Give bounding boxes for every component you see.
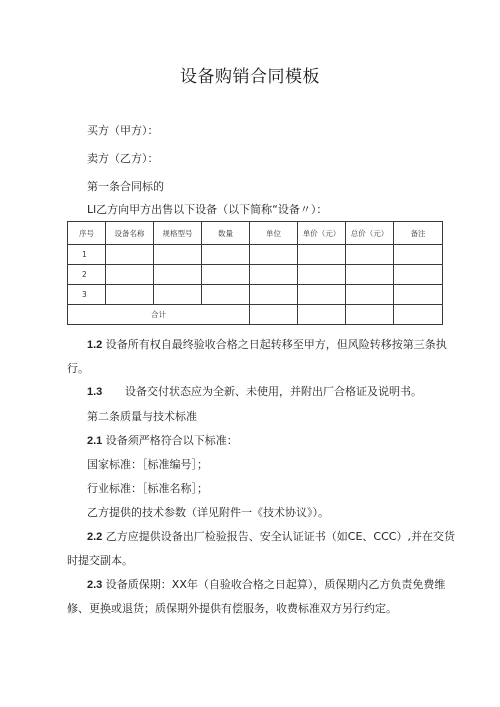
table-cell bbox=[298, 305, 346, 325]
article-1-heading: 第一条合同标的 bbox=[87, 180, 164, 193]
clause-number: 1.3 bbox=[87, 386, 103, 398]
table-header-row bbox=[68, 222, 443, 245]
equipment-table bbox=[67, 221, 443, 325]
clause-text: 设备交付状态应为全新、未使用，并附出厂合格证及说明书。 bbox=[125, 385, 422, 398]
clause-2-2 bbox=[87, 530, 455, 544]
clause-1-3 bbox=[87, 385, 422, 399]
clause-text: 设备质保期：XX年（自验收合格之日起算），质保期内乙方负责免费维 bbox=[105, 578, 446, 591]
table-cell: 3 bbox=[68, 285, 106, 305]
seller-line: 卖方（乙方）： bbox=[87, 152, 159, 165]
clause-text: 设备所有权自最终验收合格之日起转移至甲方，但风险转移按第三条执 bbox=[105, 338, 447, 351]
table-header-cell: 序号 bbox=[68, 222, 106, 245]
tech-params-line: 乙方提供的技术参数（详见附件一《技术协议》）。 bbox=[87, 506, 329, 519]
table-cell bbox=[250, 265, 298, 285]
table-cell bbox=[298, 245, 346, 265]
table-header-cell: 设备名称 bbox=[106, 222, 154, 245]
table-header-cell: 规格型号 bbox=[154, 222, 202, 245]
table-cell bbox=[106, 245, 154, 265]
table-row bbox=[68, 265, 443, 285]
clause-number: 2.2 bbox=[87, 531, 103, 543]
table-cell bbox=[106, 265, 154, 285]
table-header-cell: 单价（元） bbox=[298, 222, 346, 245]
table-cell bbox=[346, 285, 394, 305]
table-cell bbox=[202, 245, 250, 265]
table-cell bbox=[202, 265, 250, 285]
national-standard-line: 国家标准：［标准编号］； bbox=[87, 458, 208, 471]
table-cell bbox=[154, 285, 202, 305]
clause-number: 2.3 bbox=[87, 579, 103, 591]
table-cell bbox=[346, 245, 394, 265]
table-cell bbox=[250, 245, 298, 265]
clause-2-3-continuation: 修、更换或退货；质保期外提供有偿服务，收费标准双方另行约定。 bbox=[67, 602, 397, 615]
table-total-label: 合计 bbox=[68, 305, 250, 325]
clause-number: 2.1 bbox=[87, 435, 103, 447]
table-cell bbox=[394, 305, 443, 325]
table-cell bbox=[202, 285, 250, 305]
table-cell bbox=[106, 285, 154, 305]
table-header-cell: 单位 bbox=[250, 222, 298, 245]
article-2-heading: 第二条质量与技术标准 bbox=[87, 410, 197, 423]
table-cell bbox=[298, 265, 346, 285]
document-title: 设备购销合同模板 bbox=[180, 67, 320, 87]
clause-text: 设备须严格符合以下标准： bbox=[105, 434, 238, 447]
clause-2-1 bbox=[87, 434, 238, 448]
clause-2-2-continuation: 时提交副本。 bbox=[67, 554, 133, 567]
clause-number: 1.2 bbox=[87, 339, 103, 351]
table-row bbox=[68, 285, 443, 305]
table-header-cell: 数量 bbox=[202, 222, 250, 245]
clause-1-2 bbox=[87, 338, 447, 352]
table-cell bbox=[394, 245, 443, 265]
clause-text: 乙方应提供设备出厂检验报告、安全认证证书（如CE、CCC）,并在交货 bbox=[105, 530, 455, 543]
table-cell bbox=[394, 265, 443, 285]
table-header-cell: 备注 bbox=[394, 222, 443, 245]
clause-2-3 bbox=[87, 578, 445, 592]
intro-line: Ll乙方向甲方出售以下设备（以下简称“设备〃）： bbox=[87, 203, 328, 216]
table-row bbox=[68, 245, 443, 265]
table-header-cell: 总价（元） bbox=[346, 222, 394, 245]
table-cell bbox=[154, 245, 202, 265]
table-cell bbox=[250, 285, 298, 305]
table-cell bbox=[346, 265, 394, 285]
table-cell bbox=[154, 265, 202, 285]
table-cell bbox=[298, 285, 346, 305]
table-cell bbox=[250, 305, 298, 325]
table-cell bbox=[394, 285, 443, 305]
table-cell bbox=[346, 305, 394, 325]
table-cell: 2 bbox=[68, 265, 106, 285]
buyer-line: 买方（甲方）： bbox=[87, 124, 159, 137]
industry-standard-line: 行业标准：［标准名称］； bbox=[87, 482, 208, 495]
table-total-row bbox=[68, 305, 443, 325]
table-cell: 1 bbox=[68, 245, 106, 265]
clause-1-2-continuation: 行。 bbox=[67, 362, 89, 375]
